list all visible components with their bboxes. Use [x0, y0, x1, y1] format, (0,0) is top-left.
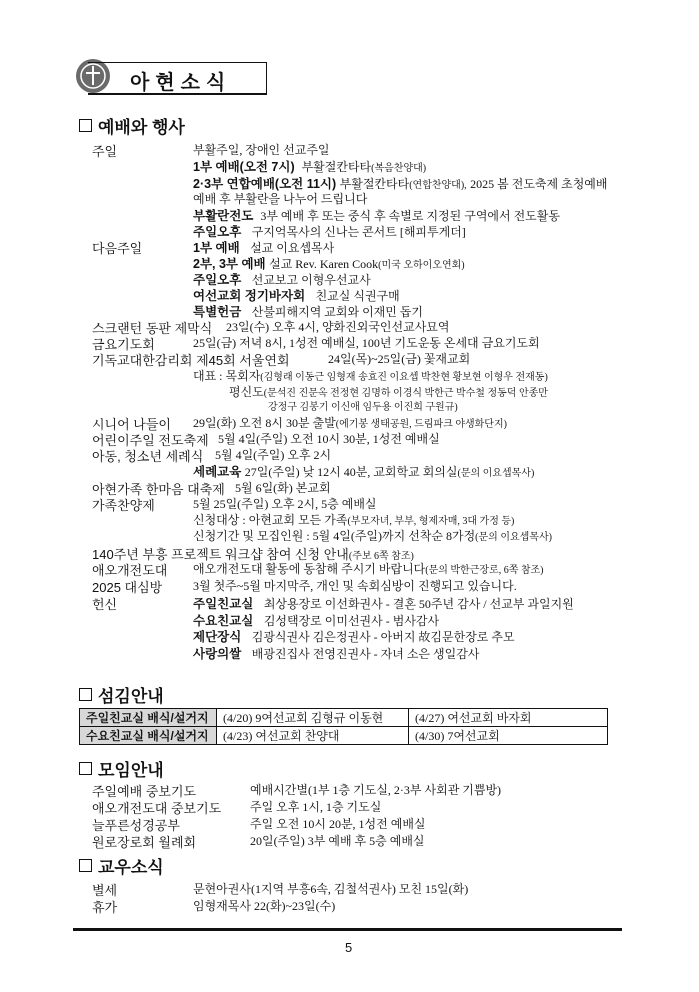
- news-text: 문현아권사(1지역 부흥6속, 김철석권사) 모친 15일(화): [193, 882, 469, 896]
- senior-text: 29일(화) 오전 8시 30분 출발(에기봉 생태공원, 드림파크 야생화단지): [193, 416, 507, 430]
- meeting-text: 20일(주일) 3부 예배 후 5층 예배실: [250, 834, 425, 848]
- meeting-label: 애오개전도대 중보기도: [92, 801, 222, 816]
- section-title-service: 섬김안내: [79, 682, 164, 707]
- baptism-text: 5월 4일(주일) 오후 2시: [215, 448, 332, 462]
- visitation-label: 2025 대심방: [92, 580, 163, 595]
- meeting-text: 주일 오전 10시 20분, 1성전 예배실: [250, 817, 426, 831]
- scranton-label: 스크랜턴 동판 제막식: [92, 321, 213, 336]
- section-title-staff: 교우소식: [79, 853, 164, 878]
- next-service-23: 2부, 3부 예배 설교 Rev. Karen Cook(미국 오하이오연회): [193, 257, 465, 271]
- children-text: 5월 4일(주일) 오전 10시 30분, 1성전 예배실: [218, 432, 440, 446]
- meeting-label: 원로장로회 월례회: [92, 835, 197, 850]
- news-label: 휴가: [92, 900, 118, 915]
- offering-row-1: 주일친교실 최상용장로 이선화권사 - 결혼 50주년 감사 / 선교부 과일지원: [193, 597, 574, 611]
- table-row: [80, 709, 608, 727]
- conference-text: 24일(목)~25일(금) 꽃재교회: [328, 352, 471, 366]
- section-title-worship: 예배와 행사: [79, 113, 185, 138]
- next-sunday-label: 다음주일: [92, 241, 143, 256]
- delegates-lay-cont: 강정구 김봉기 이신애 임두용 이진희 구원규): [268, 402, 458, 413]
- news-text: 임형재목사 22(화)~23일(수): [193, 899, 336, 913]
- table-cell: (4/23) 여선교회 찬양대: [217, 727, 409, 745]
- news-label: 별세: [92, 883, 118, 898]
- friday-label: 금요기도회: [92, 337, 155, 352]
- meeting-text: 예배시간별(1부 1층 기도실, 2·3부 사회관 기쁨방): [250, 783, 502, 797]
- scranton-text: 23일(수) 오후 4시, 양화진외국인선교사묘역: [226, 320, 450, 334]
- checkbox-square-icon: [79, 119, 92, 132]
- children-label: 어린이주일 전도축제: [92, 433, 209, 448]
- checkbox-square-icon: [79, 859, 92, 872]
- next-service-1: 1부 예배 설교 이요셉목사: [193, 241, 335, 255]
- meeting-label: 주일예배 중보기도: [92, 784, 197, 799]
- page-number: 5: [345, 940, 353, 955]
- senior-label: 시니어 나들이: [92, 417, 171, 432]
- offering-row-4: 사랑의쌀 배광진집사 전영진권사 - 자녀 소은 생일감사: [193, 647, 480, 661]
- friday-text: 25일(금) 저녁 8시, 1성전 예배실, 100년 기도운동 온세대 금요기도회: [193, 336, 540, 350]
- next-bazaar: 여선교회 정기바자회 친교실 식권구매: [193, 289, 400, 303]
- table-cell: (4/27) 여선교회 바자회: [409, 709, 608, 727]
- egg-evangelism: 부활란전도 3부 예배 후 또는 중식 후 속별로 지정된 구역에서 전도활동: [193, 209, 560, 223]
- next-offering: 특별헌금 산불피해지역 교회와 이재민 돕기: [193, 305, 424, 319]
- header-rule: [88, 62, 267, 95]
- table-cell-label: 주일친교실 배식/설거지: [80, 709, 217, 727]
- evangelism-text: 애오개전도대 활동에 동참해 주시기 바랍니다(문의 박한근장로, 6쪽 참조): [193, 562, 544, 576]
- delegates-lay: 평신도(문석진 진문옥 전정현 김명하 이경식 박한근 박수철 정동덕 안종만: [229, 385, 548, 399]
- delegates-pastors: 대표 : 목회자(김형래 이동근 임형재 송효진 이요셉 박찬현 황보현 이형우 전재동): [193, 369, 548, 383]
- offering-row-2: 수요친교실 김성택장로 이미선권사 - 범사감사: [193, 614, 440, 628]
- table-row: [80, 727, 608, 745]
- meeting-text: 주일 오후 1시, 1층 기도실: [250, 800, 382, 814]
- footer-rule: [73, 928, 622, 931]
- sunday-service-23: 2·3부 연합예배(오전 11시) 부활절칸타타(연합찬양대), 2025 봄 전도축제 초청예배: [193, 177, 608, 191]
- table-cell-label: 수요친교실 배식/설거지: [80, 727, 217, 745]
- baptism-education: 세례교육 27일(주일) 낮 12시 40분, 교회학교 회의실(문의 이요셉목사): [193, 465, 535, 479]
- offering-label: 헌신: [92, 597, 118, 612]
- family-festival-text: 5월 6일(화) 본교회: [235, 481, 331, 495]
- choir-fest-label: 가족찬양제: [92, 498, 155, 513]
- sunday-service-23-cont: 예배 후 부활란을 나누어 드립니다: [193, 192, 368, 206]
- table-cell: (4/30) 7여선교회: [409, 727, 608, 745]
- checkbox-square-icon: [79, 688, 92, 701]
- offering-row-3: 제단장식 김광식권사 김은정권사 - 아버지 故김문한장로 추모: [193, 630, 515, 644]
- service-table: [79, 708, 608, 745]
- anniversary-workshop: 140주년 부흥 프로젝트 워크샵 참여 신청 안내(주보 6쪽 참조): [92, 547, 414, 562]
- conference-label: 기독교대한감리회 제45회 서울연회: [92, 353, 290, 368]
- checkbox-square-icon: [79, 762, 92, 775]
- choir-fest-text: 5월 25일(주일) 오후 2시, 5층 예배실: [193, 497, 377, 511]
- evangelism-label: 애오개전도대: [92, 563, 168, 578]
- next-afternoon: 주일오후 선교보고 이형우선교사: [193, 273, 371, 287]
- family-festival-label: 아현가족 한마음 대축제: [92, 482, 225, 497]
- sunday-afternoon: 주일오후 구지억목사의 신나는 콘서트 [해피투게더]: [193, 225, 466, 239]
- sunday-label: 주일: [92, 144, 118, 159]
- sunday-service-1: 1부 예배(오전 7시) 부활절칸타타(복음찬양대): [193, 160, 427, 174]
- choir-fest-period: 신청기간 및 모집인원 : 5월 4일(주일)까지 선착순 8가정(문의 이요셉목사): [193, 529, 552, 543]
- visitation-text: 3월 첫주~5월 마지막주, 개인 및 속회심방이 진행되고 있습니다.: [193, 579, 517, 593]
- baptism-label: 아동, 청소년 세례식: [92, 449, 204, 464]
- section-title-meeting: 모임안내: [79, 756, 164, 781]
- meeting-label: 늘푸른성경공부: [92, 818, 180, 833]
- header-title: 아현소식: [130, 72, 232, 94]
- sunday-theme: 부활주일, 장애인 선교주일: [193, 143, 330, 157]
- table-cell: (4/20) 9여선교회 김형규 이동현: [217, 709, 409, 727]
- choir-fest-target: 신청대상 : 아현교회 모든 가족(부모자녀, 부부, 형제자매, 3대 가정 등): [193, 513, 515, 527]
